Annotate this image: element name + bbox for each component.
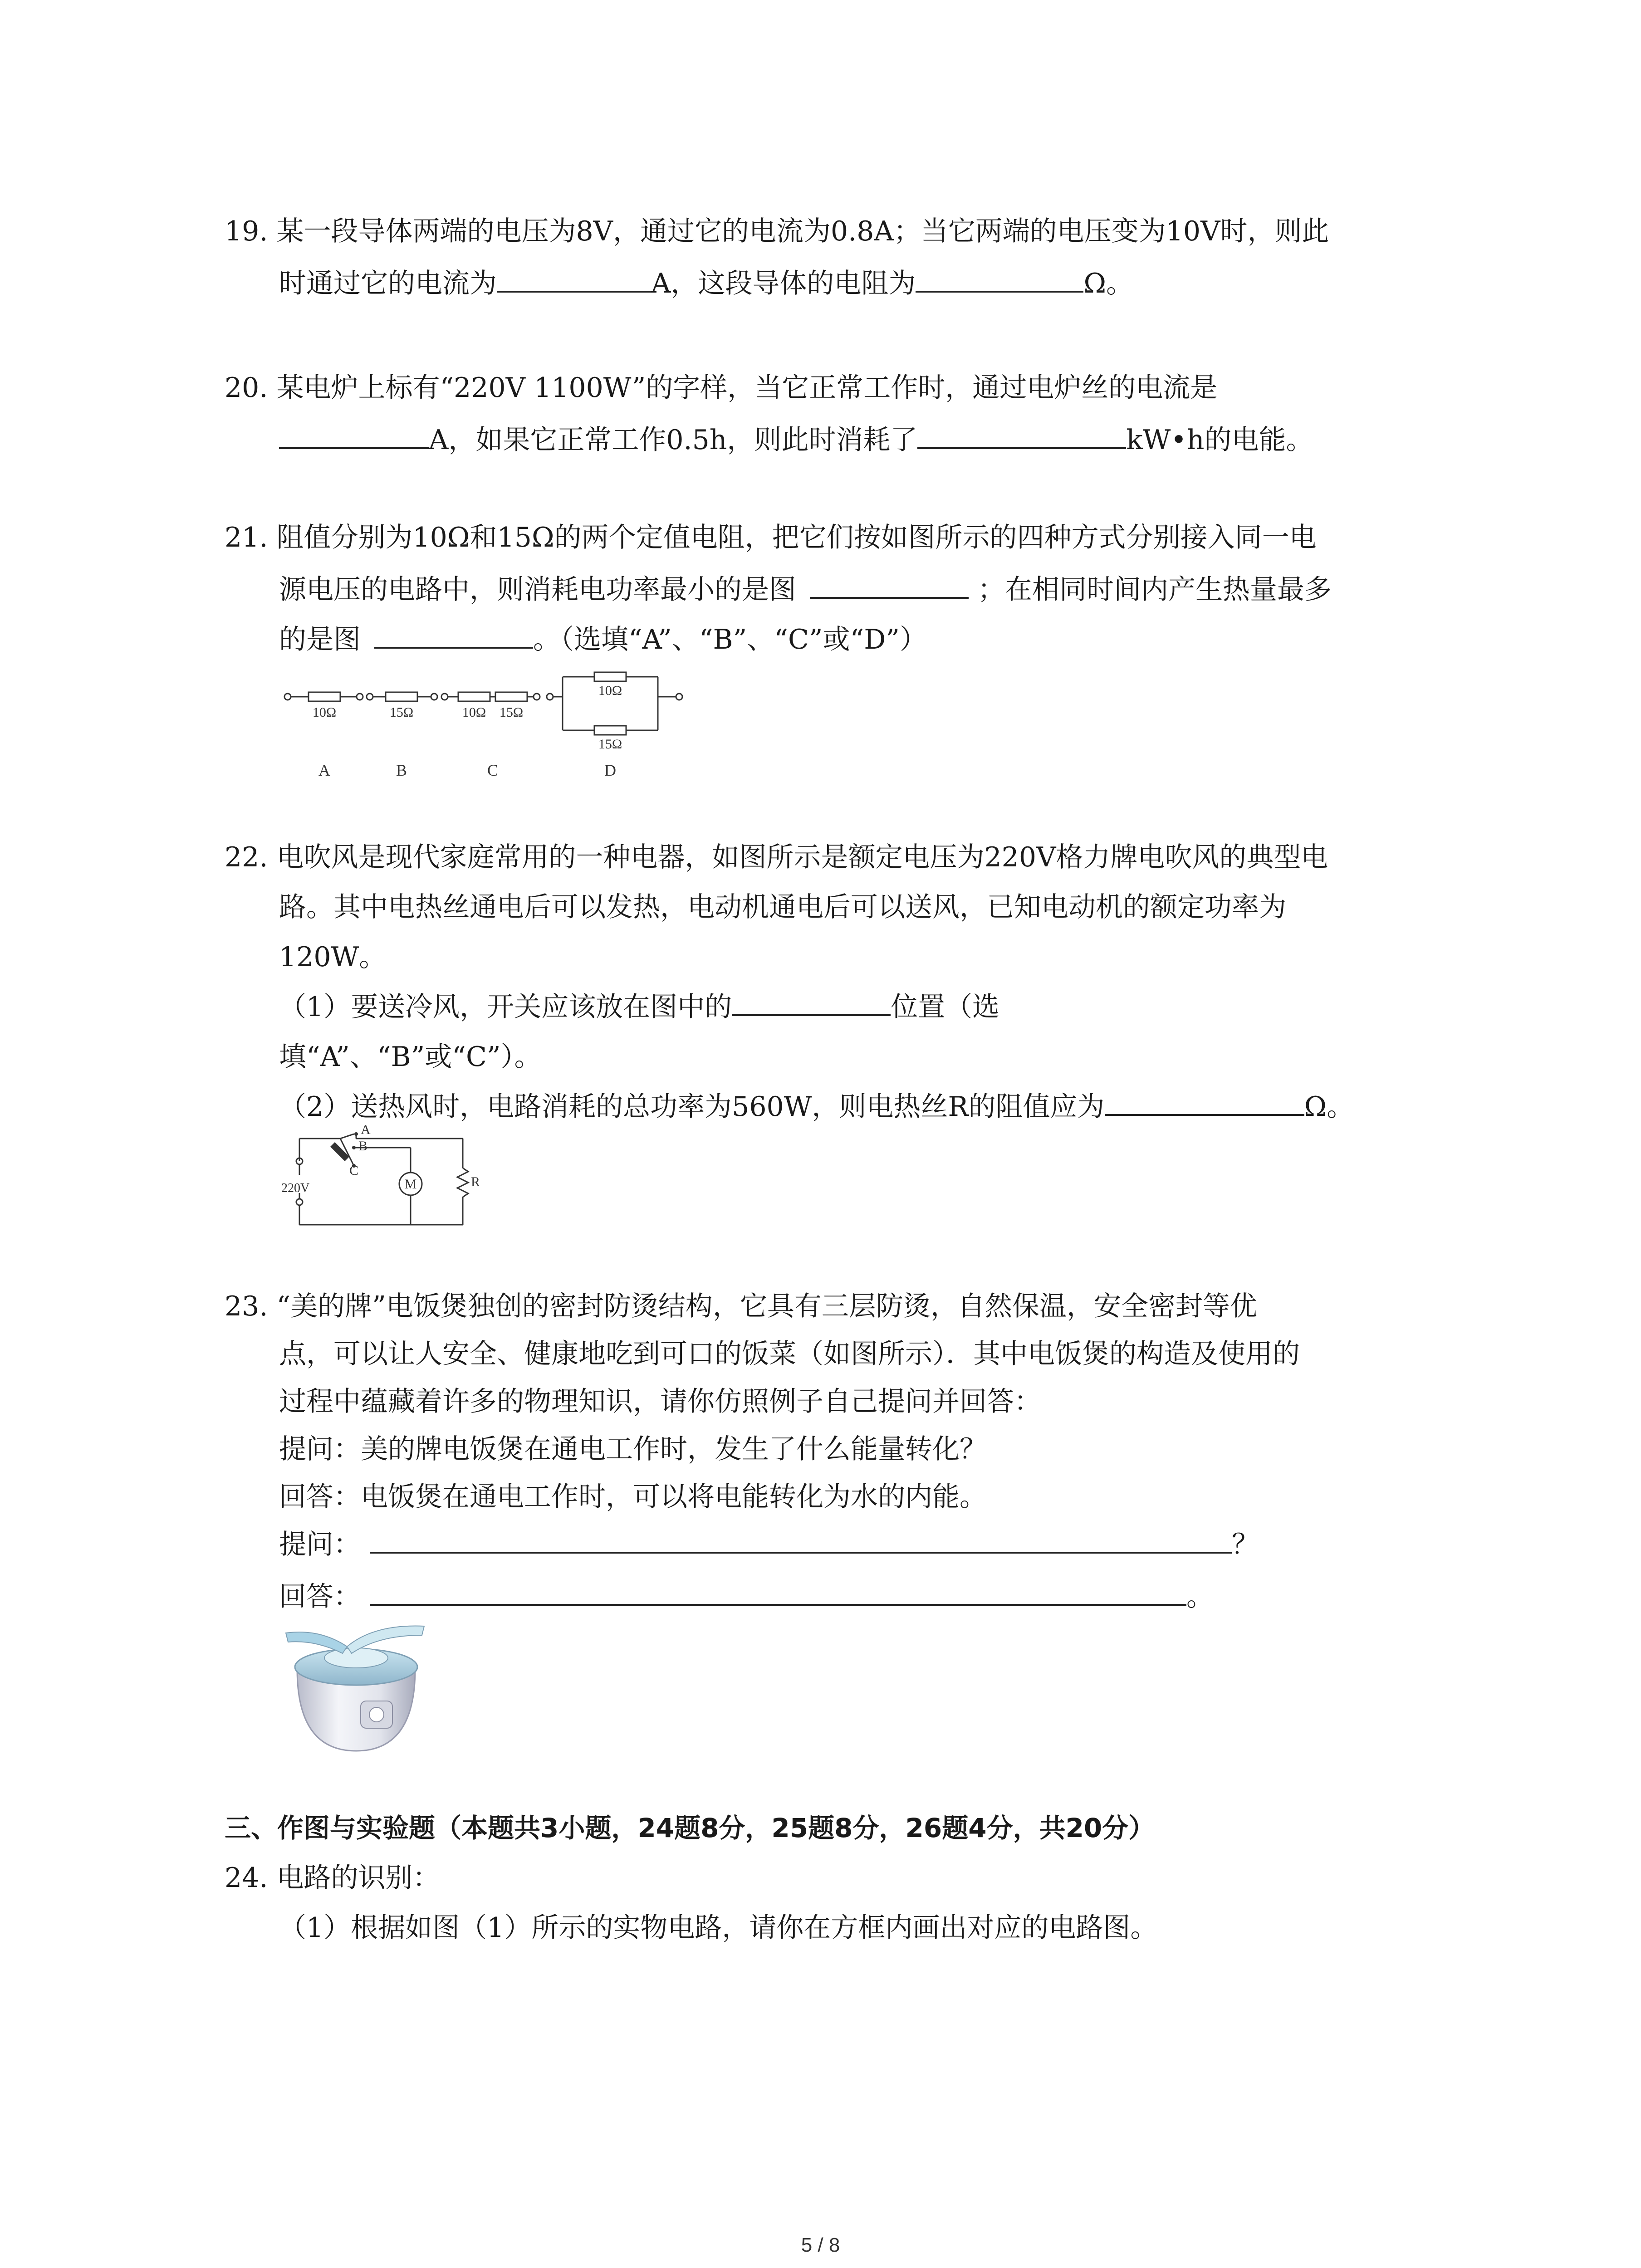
q22-line4 bbox=[279, 989, 999, 1025]
q21-resistor-figure bbox=[281, 667, 717, 785]
q22-line6 bbox=[279, 1089, 1354, 1125]
q22-fig-label-b: B bbox=[358, 1139, 368, 1154]
q19-line1: 19. 某一段导体两端的电压为8V，通过它的电流为0.8A；当它两端的电压变为10V时，则此 bbox=[225, 215, 1329, 247]
q19-text-a: 时通过它的电流为 bbox=[279, 268, 497, 299]
q22-blank-switch-position[interactable] bbox=[732, 989, 891, 1016]
q22-text-b: 位置（选 bbox=[891, 991, 1000, 1023]
q22-line1: 22. 电吹风是现代家庭常用的一种电器，如图所示是额定电压为220V格力牌电吹风的典型电 bbox=[225, 841, 1328, 873]
q21-line2 bbox=[279, 572, 1332, 608]
q22-fig-label-voltage: 220V bbox=[281, 1181, 310, 1195]
q21-fig-label-a: A bbox=[318, 761, 330, 779]
q23-answer-line bbox=[279, 1579, 1214, 1615]
q22-text-d: Ω。 bbox=[1304, 1091, 1354, 1123]
q22-fig-label-a: A bbox=[361, 1125, 371, 1137]
q21-fig-d-r15: 15Ω bbox=[598, 737, 622, 752]
q21-fig-d-r10: 10Ω bbox=[598, 683, 622, 698]
q21-fig-label-c: C bbox=[487, 761, 499, 779]
q21-text-b: ；在相同时间内产生热量最多 bbox=[978, 574, 1332, 606]
q21-blank-min-power[interactable] bbox=[810, 572, 969, 599]
q23-line2: 点，可以让人安全、健康地吃到可口的饭菜（如图所示）．其中电饭煲的构造及使用的 bbox=[279, 1338, 1300, 1370]
q23-line4: 提问：美的牌电饭煲在通电工作时，发生了什么能量转化？ bbox=[279, 1433, 987, 1465]
q20-line1: 20. 某电炉上标有“220V 1100W”的字样，当它正常工作时，通过电炉丝的电流是 bbox=[225, 372, 1218, 404]
q23-line3: 过程中蕴藏着许多的物理知识，请你仿照例子自己提问并回答： bbox=[279, 1386, 1041, 1418]
q23-answer-end: 。 bbox=[1186, 1581, 1214, 1613]
q22-text-c: （2）送热风时，电路消耗的总功率为560W，则电热丝R的阻值应为 bbox=[279, 1091, 1105, 1123]
q22-text-a: （1）要送冷风，开关应该放在图中的 bbox=[279, 991, 732, 1023]
q21-text-d: 。（选填“A”、“B”、“C”或“D”） bbox=[533, 624, 927, 655]
q24-line1: 24. 电路的识别： bbox=[225, 1862, 440, 1894]
q23-ask-end: ？ bbox=[1232, 1529, 1259, 1560]
q20-text-a: A，如果它正常工作0.5h，则此时消耗了 bbox=[429, 424, 918, 456]
q21-line3 bbox=[279, 621, 927, 658]
page-number: 5 / 8 bbox=[801, 2234, 840, 2256]
q20-line2 bbox=[279, 422, 1313, 458]
q22-hairdryer-circuit-figure bbox=[281, 1125, 481, 1238]
q20-blank-energy[interactable] bbox=[917, 422, 1126, 449]
q21-fig-label-d: D bbox=[604, 761, 616, 779]
q22-fig-label-c: C bbox=[349, 1163, 359, 1178]
q20-blank-current[interactable] bbox=[279, 422, 429, 449]
section3-heading: 三、作图与实验题（本题共3小题，24题8分，25题8分，26题4分，共20分） bbox=[225, 1813, 1155, 1843]
q23-ask-input[interactable] bbox=[370, 1526, 1232, 1554]
q24-line2: （1）根据如图（1）所示的实物电路，请你在方框内画出对应的电路图。 bbox=[279, 1912, 1158, 1944]
q22-blank-resistance[interactable] bbox=[1105, 1089, 1304, 1116]
q19-text-c: Ω。 bbox=[1083, 268, 1134, 299]
q21-fig-c-r10: 10Ω bbox=[462, 705, 486, 720]
q21-line1: 21. 阻值分别为10Ω和15Ω的两个定值电阻，把它们按如图所示的四种方式分别接入同一电 bbox=[225, 522, 1317, 553]
q23-answer-input[interactable] bbox=[370, 1579, 1186, 1606]
q21-fig-a-r10: 10Ω bbox=[312, 705, 337, 720]
q21-fig-label-b: B bbox=[396, 761, 407, 779]
q23-ask-label: 提问： bbox=[279, 1529, 361, 1560]
q23-line5: 回答：电饭煲在通电工作时，可以将电能转化为水的内能。 bbox=[279, 1481, 987, 1513]
rice-cooker-image bbox=[279, 1615, 433, 1760]
q22-line5: 填“A”、“B”或“C”）。 bbox=[279, 1041, 542, 1073]
q19-line2 bbox=[279, 265, 1133, 302]
q23-answer-label: 回答： bbox=[279, 1581, 361, 1613]
q21-text-c: 的是图 bbox=[279, 624, 361, 655]
q23-ask-line bbox=[279, 1526, 1259, 1563]
q22-line3: 120W。 bbox=[279, 941, 387, 973]
q19-blank-resistance[interactable] bbox=[916, 265, 1083, 293]
q23-line1: 23. “美的牌”电饭煲独创的密封防烫结构，它具有三层防烫，自然保温，安全密封等优 bbox=[225, 1290, 1257, 1322]
q21-text-a: 源电压的电路中，则消耗电功率最小的是图 bbox=[279, 574, 796, 606]
q21-fig-b-r15: 15Ω bbox=[389, 705, 414, 720]
q20-text-b: kW•h的电能。 bbox=[1126, 424, 1313, 456]
q22-fig-label-r: R bbox=[471, 1174, 480, 1189]
q22-line2: 路。其中电热丝通电后可以发热，电动机通电后可以送风，已知电动机的额定功率为 bbox=[279, 891, 1286, 923]
q19-blank-current[interactable] bbox=[497, 265, 651, 293]
q19-text-b: A，这段导体的电阻为 bbox=[651, 268, 916, 299]
q22-fig-label-motor: M bbox=[404, 1177, 417, 1192]
q21-fig-c-r15: 15Ω bbox=[499, 705, 524, 720]
q21-blank-max-heat[interactable] bbox=[374, 621, 533, 649]
